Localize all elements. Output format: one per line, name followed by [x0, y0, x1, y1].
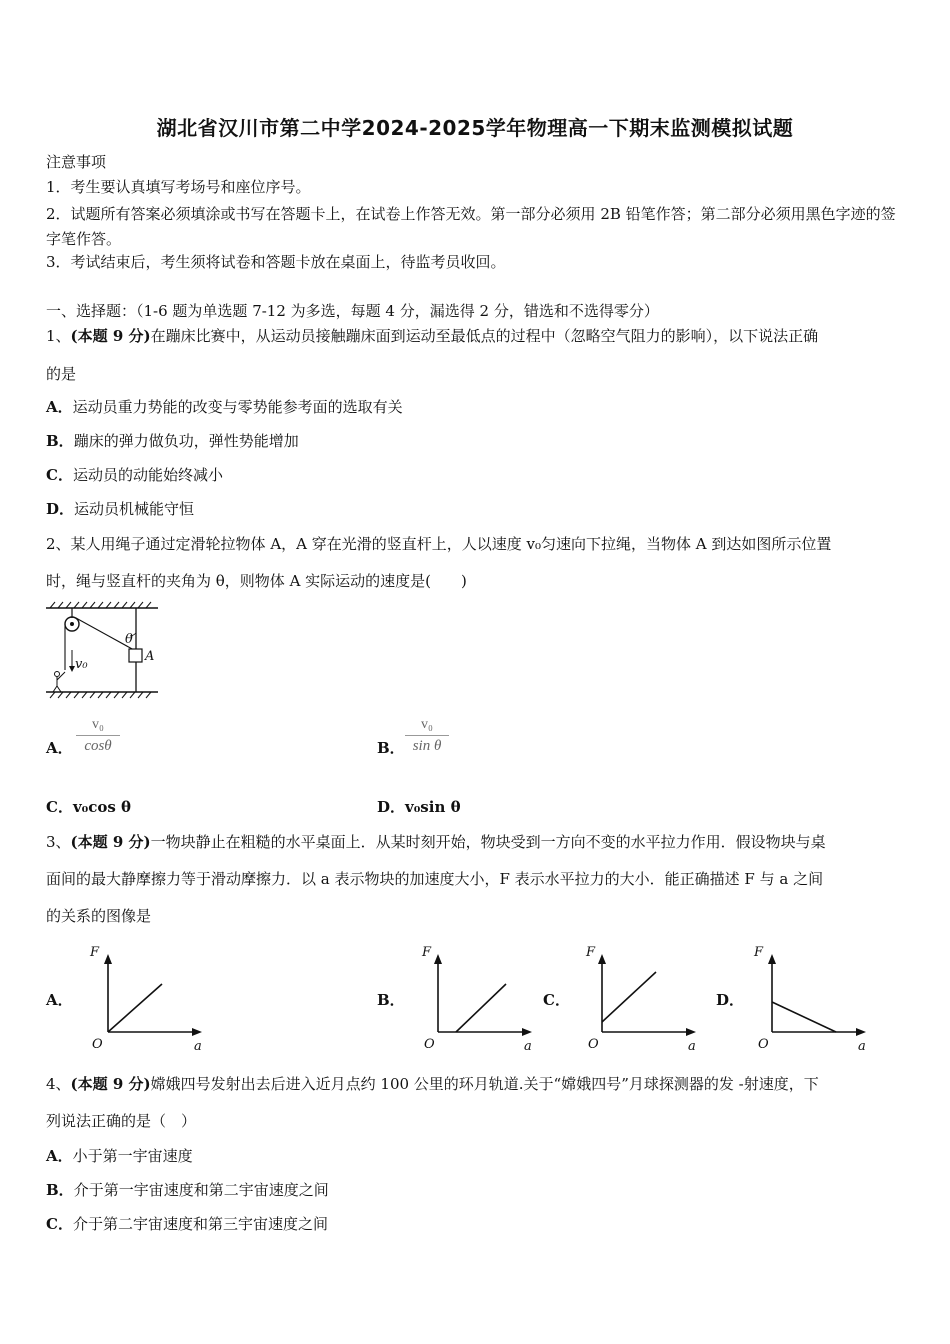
ceiling-hatch	[46, 602, 158, 608]
person-icon	[53, 672, 65, 693]
q1-score: (本题 9 分)	[70, 327, 151, 345]
q3-stem-text: 一物块静止在粗糙的水平桌面上．从某时刻开始，物块受到一方向不变的水平拉力作用．假设物块与桌	[150, 833, 826, 851]
fraction-numerator: v₀	[405, 717, 449, 736]
q3-graph-a	[88, 940, 208, 1055]
q2-option-d	[377, 797, 461, 817]
fraction-numerator: v₀	[76, 717, 120, 736]
q2-option-c	[46, 797, 131, 817]
block-label: A	[145, 649, 155, 664]
block-a	[129, 649, 142, 662]
q2-stem-line2: 时，绳与竖直杆的夹角为 θ，则物体 A 实际运动的速度是( )	[46, 572, 467, 590]
option-text: 介于第二宇宙速度和第三宇宙速度之间	[72, 1215, 328, 1233]
option-text: 介于第一宇宙速度和第二宇宙速度之间	[73, 1181, 329, 1199]
q4-option-a	[46, 1146, 193, 1166]
q3-option-c-label: C．	[543, 991, 570, 1009]
q1-option-b	[46, 431, 299, 451]
fraction-denominator: sin θ	[412, 738, 442, 754]
x-axis-label: a	[858, 1039, 866, 1054]
x-axis-label: a	[194, 1039, 202, 1054]
y-axis-label: F	[422, 945, 432, 960]
option-text: v₀sin θ	[405, 798, 461, 816]
option-text: v₀cos θ	[72, 798, 132, 816]
q3-number: 3、	[46, 833, 71, 851]
page-title: 湖北省汉川市第二中学2024-2025学年物理高一下期末监测模拟试题	[156, 116, 794, 140]
q3-stem-line3: 的关系的图像是	[46, 907, 152, 925]
graph-line	[108, 984, 162, 1032]
q1-stem-line2: 的是	[46, 365, 77, 383]
option-label: D．	[46, 500, 75, 518]
fraction-denominator: cosθ	[84, 738, 112, 754]
option-text: 运动员重力势能的改变与零势能参考面的选取有关	[72, 398, 403, 416]
notice-item-1: 1．考生要认真填写考场号和座位序号。	[46, 178, 311, 196]
option-label: C．	[46, 798, 73, 816]
option-text: 运动员机械能守恒	[74, 500, 195, 518]
q4-score: (本题 9 分)	[70, 1075, 151, 1093]
q4-stem-text: 嫦娥四号发射出去后进入近月点约 100 公里的环月轨道.关于“嫦娥四号”月球探测器的发 -射速度，下	[150, 1075, 819, 1093]
q1-option-c	[46, 465, 223, 485]
graph-line	[456, 984, 506, 1032]
option-text: 小于第一宇宙速度	[72, 1147, 193, 1165]
notice-item-3: 3．考试结束后，考生须将试卷和答题卡放在桌面上，待监考员收回。	[46, 253, 506, 271]
q2-option-a-label: A．	[46, 739, 73, 757]
q1-option-a	[46, 397, 403, 417]
option-label: D．	[377, 798, 406, 816]
q3-graph-c	[584, 940, 704, 1055]
q4-stem-line2: 列说法正确的是（ ）	[46, 1112, 197, 1130]
q3-graph-b	[422, 940, 542, 1055]
option-label: B．	[46, 1181, 74, 1199]
pulley-figure	[46, 600, 158, 700]
origin-label: O	[588, 1037, 599, 1052]
q3-option-d-label: D．	[716, 991, 745, 1009]
q4-stem-line1	[46, 1074, 819, 1094]
option-text: 蹦床的弹力做负功，弹性势能增加	[73, 432, 299, 450]
q1-option-d	[46, 499, 194, 519]
q3-option-a-label: A．	[46, 991, 73, 1009]
y-axis-label: F	[90, 945, 100, 960]
notice-heading: 注意事项	[46, 153, 107, 171]
origin-label: O	[424, 1037, 435, 1052]
notice-item-2: 2．试题所有答案必须填涂或书写在答题卡上，在试卷上作答无效。第一部分必须用 2B 铅笔作答；第二部分必须用黑色字迹的签字笔作答。	[46, 205, 896, 248]
q2-option-b-fraction	[405, 717, 449, 755]
q3-stem-line2: 面间的最大静摩擦力等于滑动摩擦力．以 a 表示物块的加速度大小，F 表示水平拉力的大小．能正确描述 F 与 a 之间	[46, 870, 824, 888]
option-label: C．	[46, 466, 73, 484]
option-label: A．	[46, 398, 73, 416]
q1-stem-text: 在蹦床比赛中，从运动员接触蹦床面到运动至最低点的过程中（忽略空气阻力的影响），以下说法正确	[150, 327, 819, 345]
velocity-label: v₀	[75, 657, 88, 672]
origin-label: O	[92, 1037, 103, 1052]
section-heading: 一、选择题：（1-6 题为单选题 7-12 为多选，每题 4 分，漏选得 2 分，错选和不选得零分）	[46, 302, 659, 320]
q3-option-b-label: B．	[377, 991, 405, 1009]
option-label: B．	[46, 432, 74, 450]
q4-option-c	[46, 1214, 328, 1234]
q1-number: 1、	[46, 327, 71, 345]
q2-stem-line1: 2、某人用绳子通过定滑轮拉物体 A，A 穿在光滑的竖直杆上，人以速度 v₀匀速向下拉绳，当物体 A 到达如图所示位置	[46, 535, 832, 553]
q3-score: (本题 9 分)	[70, 833, 151, 851]
origin-label: O	[758, 1037, 769, 1052]
q3-stem-line1	[46, 832, 826, 852]
q1-stem-line1	[46, 326, 818, 346]
x-axis-label: a	[688, 1039, 696, 1054]
y-axis-label: F	[586, 945, 596, 960]
x-axis-label: a	[524, 1039, 532, 1054]
angle-label: θ	[125, 632, 133, 647]
y-axis-label: F	[754, 945, 764, 960]
option-label: C．	[46, 1215, 73, 1233]
q2-option-a-fraction	[76, 717, 120, 755]
q2-option-b-label: B．	[377, 739, 405, 757]
q3-graph-d	[754, 940, 874, 1055]
option-label: A．	[46, 1147, 73, 1165]
q4-option-b	[46, 1180, 329, 1200]
graph-line	[772, 1002, 836, 1032]
graph-line	[602, 972, 656, 1022]
floor-hatch	[46, 692, 158, 698]
option-text: 运动员的动能始终减小	[72, 466, 223, 484]
q4-number: 4、	[46, 1075, 71, 1093]
